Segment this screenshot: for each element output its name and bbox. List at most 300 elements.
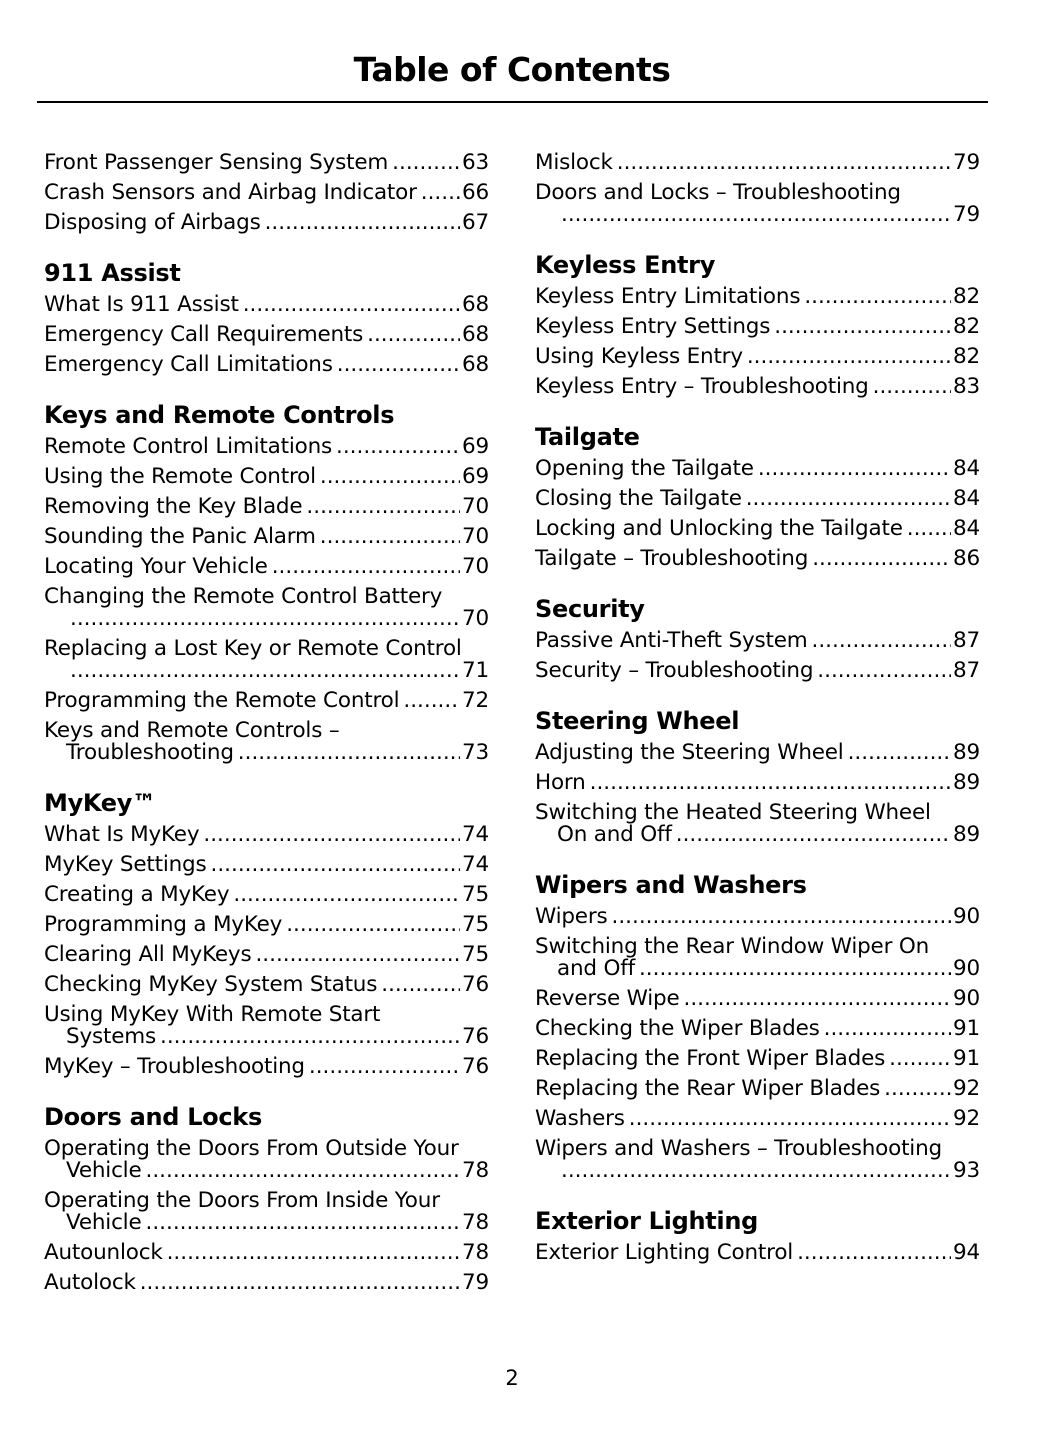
toc-entry-line: [44, 1056, 489, 1078]
toc-entry-title: Opening the Tailgate: [535, 456, 754, 481]
toc-entry-line: [44, 354, 489, 376]
toc-leader-dots: [629, 1108, 951, 1130]
toc-entry-line: [44, 1026, 489, 1048]
toc-entry-line: [535, 488, 980, 510]
toc-entry-line: [535, 1078, 980, 1100]
toc-section: [535, 248, 980, 402]
toc-section: [535, 592, 980, 686]
toc-entry-line: [44, 526, 489, 548]
toc-entry-title: Checking the Wiper Blades: [535, 1016, 820, 1041]
toc-entry-page: 74: [462, 852, 489, 877]
toc-entry-title: Clearing All MyKeys: [44, 942, 252, 967]
toc-entry[interactable]: [44, 552, 489, 582]
toc-entry-line: [44, 1160, 489, 1182]
toc-entry-line: [44, 914, 489, 936]
toc-entry-line: [44, 436, 489, 458]
toc-entry-line: [535, 1018, 980, 1040]
toc-leader-dots: [243, 294, 460, 316]
toc-entry[interactable]: [535, 148, 980, 178]
toc-entry-title: Programming the Remote Control: [44, 688, 400, 713]
toc-entry-continuation: [535, 958, 980, 980]
toc-leader-dots: [747, 346, 951, 368]
toc-entry-page: 89: [953, 822, 980, 847]
toc-entry[interactable]: [44, 634, 489, 686]
toc-entry-line: [535, 630, 980, 652]
toc-entry-page: 75: [462, 912, 489, 937]
toc-entry-continuation: [44, 1160, 489, 1182]
toc-section: [44, 786, 489, 1082]
page-number: 2: [505, 1366, 519, 1390]
toc-entry-page: 87: [953, 658, 980, 683]
toc-entry-page: 68: [462, 322, 489, 347]
toc-leader-dots: [336, 436, 460, 458]
toc-entry[interactable]: [535, 282, 980, 312]
toc-entry-continuation: [44, 742, 489, 764]
toc-entry[interactable]: [44, 290, 489, 320]
toc-entry-page: 90: [953, 904, 980, 929]
toc-entry[interactable]: [44, 880, 489, 910]
toc-entry-line: [44, 294, 489, 316]
toc-entry[interactable]: [535, 656, 980, 686]
toc-entry[interactable]: [535, 798, 980, 850]
toc-entry-title: What Is MyKey: [44, 822, 200, 847]
toc-entry-page: 76: [462, 1024, 489, 1049]
section-heading: Security: [535, 595, 645, 623]
toc-entry[interactable]: [44, 820, 489, 850]
toc-leader-dots: [210, 854, 460, 876]
toc-entry-title: Emergency Call Limitations: [44, 352, 333, 377]
toc-entry-title: Creating a MyKey: [44, 882, 230, 907]
toc-entry-line: [535, 958, 980, 980]
toc-entry-title: Emergency Call Requirements: [44, 322, 364, 347]
toc-entry-line: [535, 346, 980, 368]
toc-leader-dots: [203, 824, 460, 846]
toc-entry-title: Reverse Wipe: [535, 986, 680, 1011]
toc-entry[interactable]: [535, 342, 980, 372]
toc-entry-line: [44, 824, 489, 846]
toc-entry-page: 90: [953, 956, 980, 981]
toc-leader-dots: [337, 354, 460, 376]
toc-entry-line: [535, 548, 980, 570]
toc-entry-title: MyKey – Troubleshooting: [44, 1054, 305, 1079]
toc-entry-line: [44, 466, 489, 488]
toc-entry-title: Using the Remote Control: [44, 464, 316, 489]
toc-entry-title: Crash Sensors and Airbag Indicator: [44, 180, 417, 205]
toc-entry-continuation: [44, 1026, 489, 1048]
toc-entry-title: Keys and Remote Controls –: [44, 718, 340, 743]
toc-entry-title: Security – Troubleshooting: [535, 658, 814, 683]
toc-entry[interactable]: [535, 514, 980, 544]
toc-entry-title: Wipers and Washers – Troubleshooting: [535, 1136, 942, 1161]
section-heading: Keys and Remote Controls: [44, 401, 395, 429]
toc-leader-dots: [320, 526, 460, 548]
toc-entry-line: [535, 152, 980, 174]
toc-entry-line: [44, 944, 489, 966]
toc-leader-dots: [140, 1272, 460, 1294]
toc-entry-line: [535, 316, 980, 338]
toc-entry-title: Replacing the Front Wiper Blades: [535, 1046, 886, 1071]
toc-entry-title: MyKey Settings: [44, 852, 207, 877]
toc-entry-line: [44, 608, 489, 630]
toc-leader-dots: [797, 1242, 951, 1264]
toc-entry-title: Using MyKey With Remote Start: [44, 1002, 381, 1027]
toc-entry-page: 87: [953, 628, 980, 653]
toc-leader-dots: [889, 1048, 951, 1070]
toc-entry-continuation: [44, 1212, 489, 1234]
toc-entry-page: 76: [462, 1054, 489, 1079]
toc-leader-dots: [367, 324, 460, 346]
toc-entry[interactable]: [535, 1238, 980, 1268]
toc-entry[interactable]: [535, 484, 980, 514]
toc-entry[interactable]: [44, 1000, 489, 1052]
toc-entry-page: 75: [462, 942, 489, 967]
toc-entry-continuation: [44, 660, 489, 682]
toc-entry-line: [535, 906, 980, 928]
toc-entry[interactable]: [535, 1074, 980, 1104]
toc-leader-dots: [70, 660, 460, 682]
toc-entry-title: Checking MyKey System Status: [44, 972, 378, 997]
toc-leader-dots: [811, 630, 951, 652]
toc-entry-page: 84: [953, 516, 980, 541]
toc-entry-page: 63: [462, 150, 489, 175]
toc-entry[interactable]: [535, 1134, 980, 1186]
toc-entry-page: 78: [462, 1158, 489, 1183]
toc-entry[interactable]: [44, 582, 489, 634]
toc-leader-dots: [272, 556, 460, 578]
toc-leader-dots: [907, 518, 951, 540]
toc-entry[interactable]: [44, 178, 489, 208]
toc-section: [535, 420, 980, 574]
toc-entry[interactable]: [44, 462, 489, 492]
toc-leader-dots: [590, 772, 951, 794]
toc-entry-page: 66: [462, 180, 489, 205]
toc-entry-line: [535, 204, 980, 226]
toc-entry-page: 90: [953, 986, 980, 1011]
toc-entry-line: [44, 556, 489, 578]
toc-entry-title: Keyless Entry – Troubleshooting: [535, 374, 869, 399]
toc-leader-dots: [873, 376, 951, 398]
toc-entry-line: [44, 152, 489, 174]
toc-entry-line: [44, 1272, 489, 1294]
toc-entry-page: 79: [953, 150, 980, 175]
toc-entry-title: Disposing of Airbags: [44, 210, 261, 235]
section-heading: Tailgate: [535, 423, 640, 451]
toc-entry-title: Keyless Entry Limitations: [535, 284, 801, 309]
toc-leader-dots: [255, 944, 460, 966]
toc-entry-page: 92: [953, 1106, 980, 1131]
toc-entry[interactable]: [44, 1186, 489, 1238]
toc-leader-dots: [758, 458, 951, 480]
toc-entry-title: and Off: [557, 956, 635, 981]
toc-entry-line: [44, 212, 489, 234]
toc-entry[interactable]: [535, 312, 980, 342]
toc-leader-dots: [817, 660, 951, 682]
toc-entry-line: [535, 988, 980, 1010]
toc-entry-page: 73: [462, 740, 489, 765]
toc-entry-title: Changing the Remote Control Battery: [44, 584, 443, 609]
toc-entry[interactable]: [535, 1044, 980, 1074]
toc-entry[interactable]: [535, 626, 980, 656]
toc-leader-dots: [884, 1078, 951, 1100]
toc-entry[interactable]: [535, 544, 980, 574]
left-intro-entries: [44, 148, 489, 238]
toc-entry-line: [535, 1242, 980, 1264]
toc-entry-title: Passive Anti-Theft System: [535, 628, 808, 653]
toc-entry-page: 69: [462, 434, 489, 459]
toc-entry-page: 91: [953, 1046, 980, 1071]
toc-leader-dots: [403, 690, 460, 712]
toc-entry-line: [44, 496, 489, 518]
toc-entry-title: Front Passenger Sensing System: [44, 150, 389, 175]
toc-entry[interactable]: [535, 932, 980, 984]
toc-leader-dots: [309, 1056, 460, 1078]
toc-entry-page: 94: [953, 1240, 980, 1265]
toc-entry-page: 82: [953, 314, 980, 339]
toc-entry-title: Locking and Unlocking the Tailgate: [535, 516, 903, 541]
toc-entry-page: 78: [462, 1240, 489, 1265]
toc-entry[interactable]: [44, 686, 489, 716]
toc-entry-page: 83: [953, 374, 980, 399]
toc-entry[interactable]: [44, 716, 489, 768]
toc-entry-title: Exterior Lighting Control: [535, 1240, 794, 1265]
toc-entry-page: 79: [462, 1270, 489, 1295]
toc-entry-title: Troubleshooting: [66, 740, 234, 765]
toc-entry[interactable]: [535, 1104, 980, 1134]
toc-entry-page: 89: [953, 770, 980, 795]
toc-entry-line: [44, 660, 489, 682]
toc-entry-title: Wipers: [535, 904, 608, 929]
toc-entry-line: [44, 690, 489, 712]
toc-entry-page: 93: [953, 1158, 980, 1183]
toc-entry[interactable]: [535, 902, 980, 932]
toc-entry-page: 68: [462, 352, 489, 377]
toc-entry[interactable]: [44, 850, 489, 880]
section-heading: Doors and Locks: [44, 1103, 262, 1131]
toc-entry-line: [44, 974, 489, 996]
toc-entry-line: [535, 458, 980, 480]
toc-entry-line: [535, 772, 980, 794]
toc-entry-page: 70: [462, 524, 489, 549]
toc-leader-dots: [306, 496, 460, 518]
toc-entry-line: [535, 376, 980, 398]
toc-leader-dots: [804, 286, 951, 308]
toc-section: [44, 256, 489, 380]
toc-leader-dots: [160, 1026, 460, 1048]
toc-entry[interactable]: [44, 910, 489, 940]
toc-entry-title: Autounlock: [44, 1240, 163, 1265]
right-intro-entries: [535, 148, 980, 230]
section-heading: Steering Wheel: [535, 707, 740, 735]
toc-entry-page: 68: [462, 292, 489, 317]
toc-entry-page: 74: [462, 822, 489, 847]
toc-entry-title: Operating the Doors From Inside Your: [44, 1188, 440, 1213]
toc-entry-line: [44, 1242, 489, 1264]
toc-leader-dots: [684, 988, 952, 1010]
toc-entry-title: Doors and Locks – Troubleshooting: [535, 180, 901, 205]
toc-entry-title: Locating Your Vehicle: [44, 554, 268, 579]
section-heading: Exterior Lighting: [535, 1207, 759, 1235]
toc-entry-title: Autolock: [44, 1270, 136, 1295]
toc-entry-title: Removing the Key Blade: [44, 494, 303, 519]
toc-entry-page: 70: [462, 554, 489, 579]
toc-entry-title: Horn: [535, 770, 586, 795]
toc-entry-title: Switching the Rear Window Wiper On: [535, 934, 929, 959]
toc-entry[interactable]: [44, 350, 489, 380]
toc-entry-continuation: [535, 824, 980, 846]
toc-leader-dots: [774, 316, 951, 338]
toc-leader-dots: [824, 1018, 951, 1040]
section-heading: Wipers and Washers: [535, 871, 807, 899]
toc-entry[interactable]: [44, 432, 489, 462]
toc-entry[interactable]: [44, 1052, 489, 1082]
toc-entry-title: Replacing a Lost Key or Remote Control: [44, 636, 462, 661]
toc-entry-page: 72: [462, 688, 489, 713]
toc-entry-page: 71: [462, 658, 489, 683]
toc-leader-dots: [233, 884, 460, 906]
section-heading: MyKey™: [44, 789, 156, 817]
toc-entry-title: Replacing the Rear Wiper Blades: [535, 1076, 881, 1101]
toc-leader-dots: [848, 742, 951, 764]
toc-entry[interactable]: [535, 372, 980, 402]
toc-leader-dots: [561, 204, 951, 226]
toc-leader-dots: [676, 824, 951, 846]
toc-entry-line: [44, 884, 489, 906]
toc-entry[interactable]: [44, 1134, 489, 1186]
toc-section: [44, 1100, 489, 1298]
toc-entry-title: Remote Control Limitations: [44, 434, 333, 459]
toc-entry-page: 82: [953, 284, 980, 309]
toc-leader-dots: [320, 466, 460, 488]
toc-entry-line: [535, 1160, 980, 1182]
toc-entry-continuation: [44, 608, 489, 630]
toc-entry[interactable]: [535, 984, 980, 1014]
toc-leader-dots: [238, 742, 460, 764]
toc-entry-title: Vehicle: [66, 1158, 142, 1183]
toc-entry-title: Adjusting the Steering Wheel: [535, 740, 844, 765]
toc-entry-page: 78: [462, 1210, 489, 1235]
toc-entry[interactable]: [535, 768, 980, 798]
toc-leader-dots: [611, 906, 951, 928]
toc-section: [535, 868, 980, 1186]
toc-entry-continuation: [535, 1160, 980, 1182]
toc-entry[interactable]: [44, 1268, 489, 1298]
toc-entry-page: 69: [462, 464, 489, 489]
left-sections: [44, 256, 489, 1298]
left-column: [44, 148, 489, 1316]
toc-entry[interactable]: [535, 738, 980, 768]
toc-entry-page: 75: [462, 882, 489, 907]
right-sections: [535, 248, 980, 1268]
title-divider: [37, 101, 988, 103]
toc-entry-page: 89: [953, 740, 980, 765]
toc-entry-page: 84: [953, 456, 980, 481]
toc-entry-title: Operating the Doors From Outside Your: [44, 1136, 459, 1161]
toc-leader-dots: [286, 914, 460, 936]
toc-entry-page: 70: [462, 494, 489, 519]
toc-entry-title: Keyless Entry Settings: [535, 314, 771, 339]
toc-leader-dots: [70, 608, 460, 630]
toc-entry-line: [535, 1048, 980, 1070]
toc-entry-page: 84: [953, 486, 980, 511]
toc-entry[interactable]: [535, 1014, 980, 1044]
toc-entry-page: 82: [953, 344, 980, 369]
toc-section: [535, 1204, 980, 1268]
toc-entry-page: 76: [462, 972, 489, 997]
toc-entry-title: Closing the Tailgate: [535, 486, 742, 511]
toc-entry-line: [535, 742, 980, 764]
toc-entry-line: [44, 1212, 489, 1234]
toc-leader-dots: [381, 974, 460, 996]
toc-entry[interactable]: [44, 492, 489, 522]
toc-section: [535, 704, 980, 850]
toc-leader-dots: [561, 1160, 951, 1182]
toc-entry[interactable]: [44, 208, 489, 238]
toc-entry-line: [44, 742, 489, 764]
toc-entry-page: 70: [462, 606, 489, 631]
toc-entry[interactable]: [535, 178, 980, 230]
section-heading: Keyless Entry: [535, 251, 716, 279]
toc-entry-page: 67: [462, 210, 489, 235]
toc-leader-dots: [812, 548, 951, 570]
toc-entry-line: [535, 1108, 980, 1130]
toc-section: [44, 398, 489, 768]
toc-entry-line: [535, 660, 980, 682]
toc-entry-title: Sounding the Panic Alarm: [44, 524, 316, 549]
toc-entry-title: Vehicle: [66, 1210, 142, 1235]
toc-entry[interactable]: [44, 940, 489, 970]
toc-entry-line: [535, 824, 980, 846]
toc-leader-dots: [146, 1160, 461, 1182]
toc-entry[interactable]: [44, 970, 489, 1000]
right-column: [535, 148, 980, 1286]
toc-entry-title: Systems: [66, 1024, 156, 1049]
toc-entry-page: 91: [953, 1016, 980, 1041]
toc-entry-title: Tailgate – Troubleshooting: [535, 546, 809, 571]
toc-entry-title: Programming a MyKey: [44, 912, 283, 937]
toc-entry[interactable]: [535, 454, 980, 484]
toc-entry-title: Switching the Heated Steering Wheel: [535, 800, 931, 825]
toc-leader-dots: [617, 152, 951, 174]
page-title: Table of Contents: [353, 50, 671, 89]
toc-leader-dots: [392, 152, 460, 174]
toc-entry-page: 86: [953, 546, 980, 571]
toc-entry-title: Mislock: [535, 150, 613, 175]
toc-leader-dots: [146, 1212, 461, 1234]
toc-entry-title: Using Keyless Entry: [535, 344, 743, 369]
toc-entry[interactable]: [44, 148, 489, 178]
toc-entry-continuation: [535, 204, 980, 226]
toc-entry-line: [535, 286, 980, 308]
toc-leader-dots: [167, 1242, 460, 1264]
toc-entry[interactable]: [44, 1238, 489, 1268]
toc-entry[interactable]: [44, 320, 489, 350]
toc-entry-title: What Is 911 Assist: [44, 292, 239, 317]
toc-entry-line: [44, 854, 489, 876]
toc-entry[interactable]: [44, 522, 489, 552]
toc-entry-title: Washers: [535, 1106, 625, 1131]
toc-entry-page: 92: [953, 1076, 980, 1101]
toc-leader-dots: [746, 488, 951, 510]
toc-leader-dots: [265, 212, 460, 234]
toc-leader-dots: [421, 182, 460, 204]
toc-entry-page: 79: [953, 202, 980, 227]
toc-entry-line: [44, 324, 489, 346]
toc-entry-line: [44, 182, 489, 204]
section-heading: 911 Assist: [44, 259, 181, 287]
toc-entry-line: [535, 518, 980, 540]
toc-entry-title: On and Off: [557, 822, 672, 847]
toc-leader-dots: [639, 958, 951, 980]
